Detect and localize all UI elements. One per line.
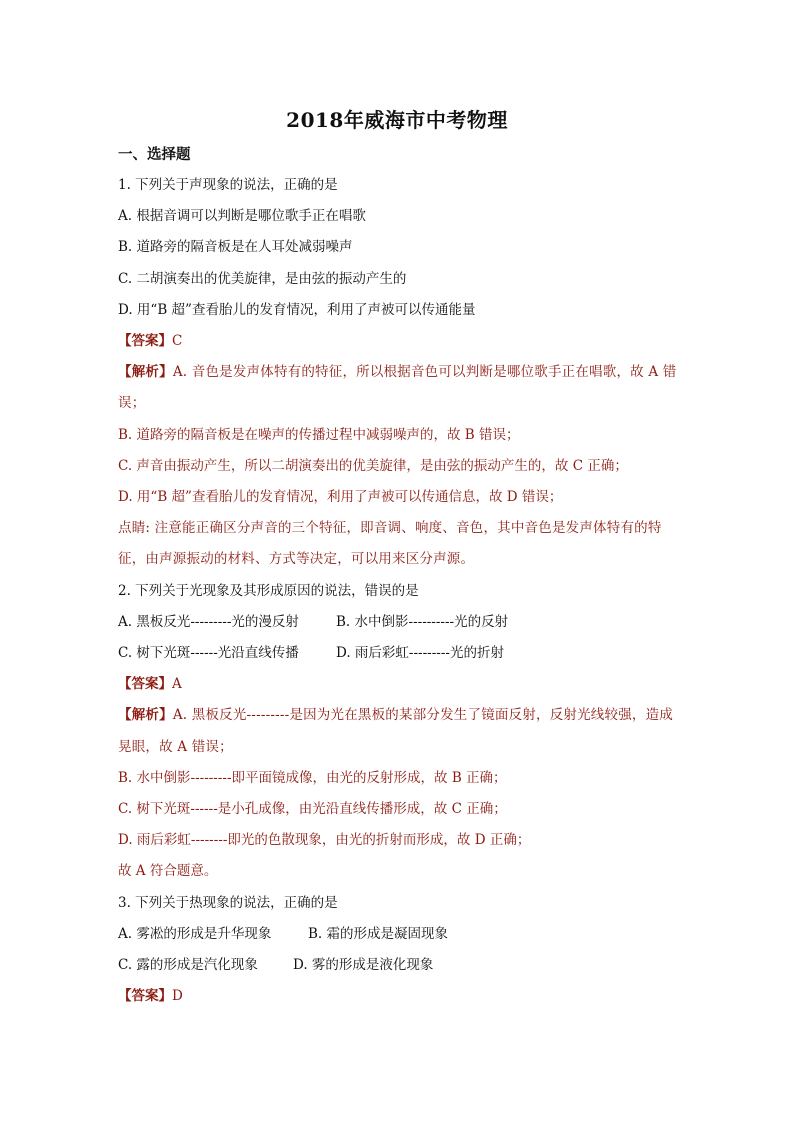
answer-tag: 【答案】 xyxy=(118,676,172,693)
q2-option-c: C. 树下光斑------光沿直线传播 xyxy=(118,645,299,662)
q2-analysis-a xyxy=(118,700,678,762)
q2-conclusion: 故 A 符合题意。 xyxy=(118,863,218,880)
q3-option-d: D. 雾的形成是液化现象 xyxy=(293,957,434,974)
q2-options-row-1 xyxy=(118,607,678,638)
q2-analysis-d: D. 雨后彩虹--------即光的色散现象，由光的折射而形成，故 D 正确； xyxy=(118,832,531,849)
q3-option-c: C. 露的形成是汽化现象 xyxy=(118,957,258,974)
analysis-tag: 【解析】 xyxy=(118,364,173,381)
answer-tag: 【答案】 xyxy=(118,988,172,1005)
q1-note: 点睛: 注意能正确区分声音的三个特征，即音调、响度、音色，其中音色是发声体特有的特征，由声源振动的材料、方式等决定，可以用来区分声源。 xyxy=(118,520,662,568)
q3-options-row-1 xyxy=(118,919,678,950)
q1-option-b: B. 道路旁的隔音板是在人耳处减弱噪声 xyxy=(118,239,353,256)
q2-option-d: D. 雨后彩虹---------光的折射 xyxy=(336,645,504,662)
question-content xyxy=(118,170,678,1012)
q3-option-a: A. 雾凇的形成是升华现象 xyxy=(118,925,272,942)
q1-answer-value: C xyxy=(172,333,183,350)
q1-analysis-a xyxy=(118,357,678,419)
q1-analysis-a-text: A. 音色是发声体特有的特征，所以根据音色可以判断是哪位歌手正在唱歌，故 A 错误； xyxy=(118,364,677,412)
q1-option-a: A. 根据音调可以判断是哪位歌手正在唱歌 xyxy=(118,208,366,225)
q1-stem: 1. 下列关于声现象的说法，正确的是 xyxy=(118,177,338,193)
q1-option-d: D. 用“B 超”查看胎儿的发育情况，利用了声被可以传通能量 xyxy=(118,301,476,318)
q1-analysis-b: B. 道路旁的隔音板是在噪声的传播过程中减弱噪声的，故 B 错误； xyxy=(118,426,520,443)
q3-stem: 3. 下列关于热现象的说法，正确的是 xyxy=(118,894,338,911)
q2-option-a: A. 黑板反光---------光的漫反射 xyxy=(118,613,299,630)
q1-answer xyxy=(118,326,678,357)
q2-analysis-b: B. 水中倒影---------即平面镜成像，由光的反射形成，故 B 正确； xyxy=(118,769,507,786)
q1-option-c: C. 二胡演奏出的优美旋律，是由弦的振动产生的 xyxy=(118,270,407,287)
q1-analysis-c: C. 声音由振动产生，所以二胡演奏出的优美旋律，是由弦的振动产生的，故 C 正确； xyxy=(118,457,628,474)
q3-options-row-2 xyxy=(118,950,678,981)
q2-options-row-2 xyxy=(118,638,678,669)
q2-answer xyxy=(118,669,678,700)
q3-answer-value: D xyxy=(172,988,183,1005)
q2-stem: 2. 下列关于光现象及其形成原因的说法，错误的是 xyxy=(118,582,419,599)
answer-tag: 【答案】 xyxy=(118,333,172,350)
analysis-tag: 【解析】 xyxy=(118,707,173,724)
q1-analysis-d: D. 用“B 超”查看胎儿的发育情况，利用了声被可以传通信息，故 D 错误； xyxy=(118,489,563,506)
q2-answer-value: A xyxy=(172,676,182,693)
q2-analysis-c: C. 树下光斑------是小孔成像，由光沿直线传播形成，故 C 正确； xyxy=(118,801,507,818)
page-title: 2018年威海市中考物理 xyxy=(286,108,508,132)
q3-option-b: B. 霜的形成是凝固现象 xyxy=(308,925,449,942)
section-heading: 一、选择题 xyxy=(118,146,191,163)
q3-answer xyxy=(118,981,678,1012)
q2-analysis-a-text: A. 黑板反光---------是因为光在黑板的某部分发生了镜面反射，反射光线较强，造成晃眼，故 A 错误； xyxy=(118,707,673,755)
q2-option-b: B. 水中倒影----------光的反射 xyxy=(336,613,509,630)
